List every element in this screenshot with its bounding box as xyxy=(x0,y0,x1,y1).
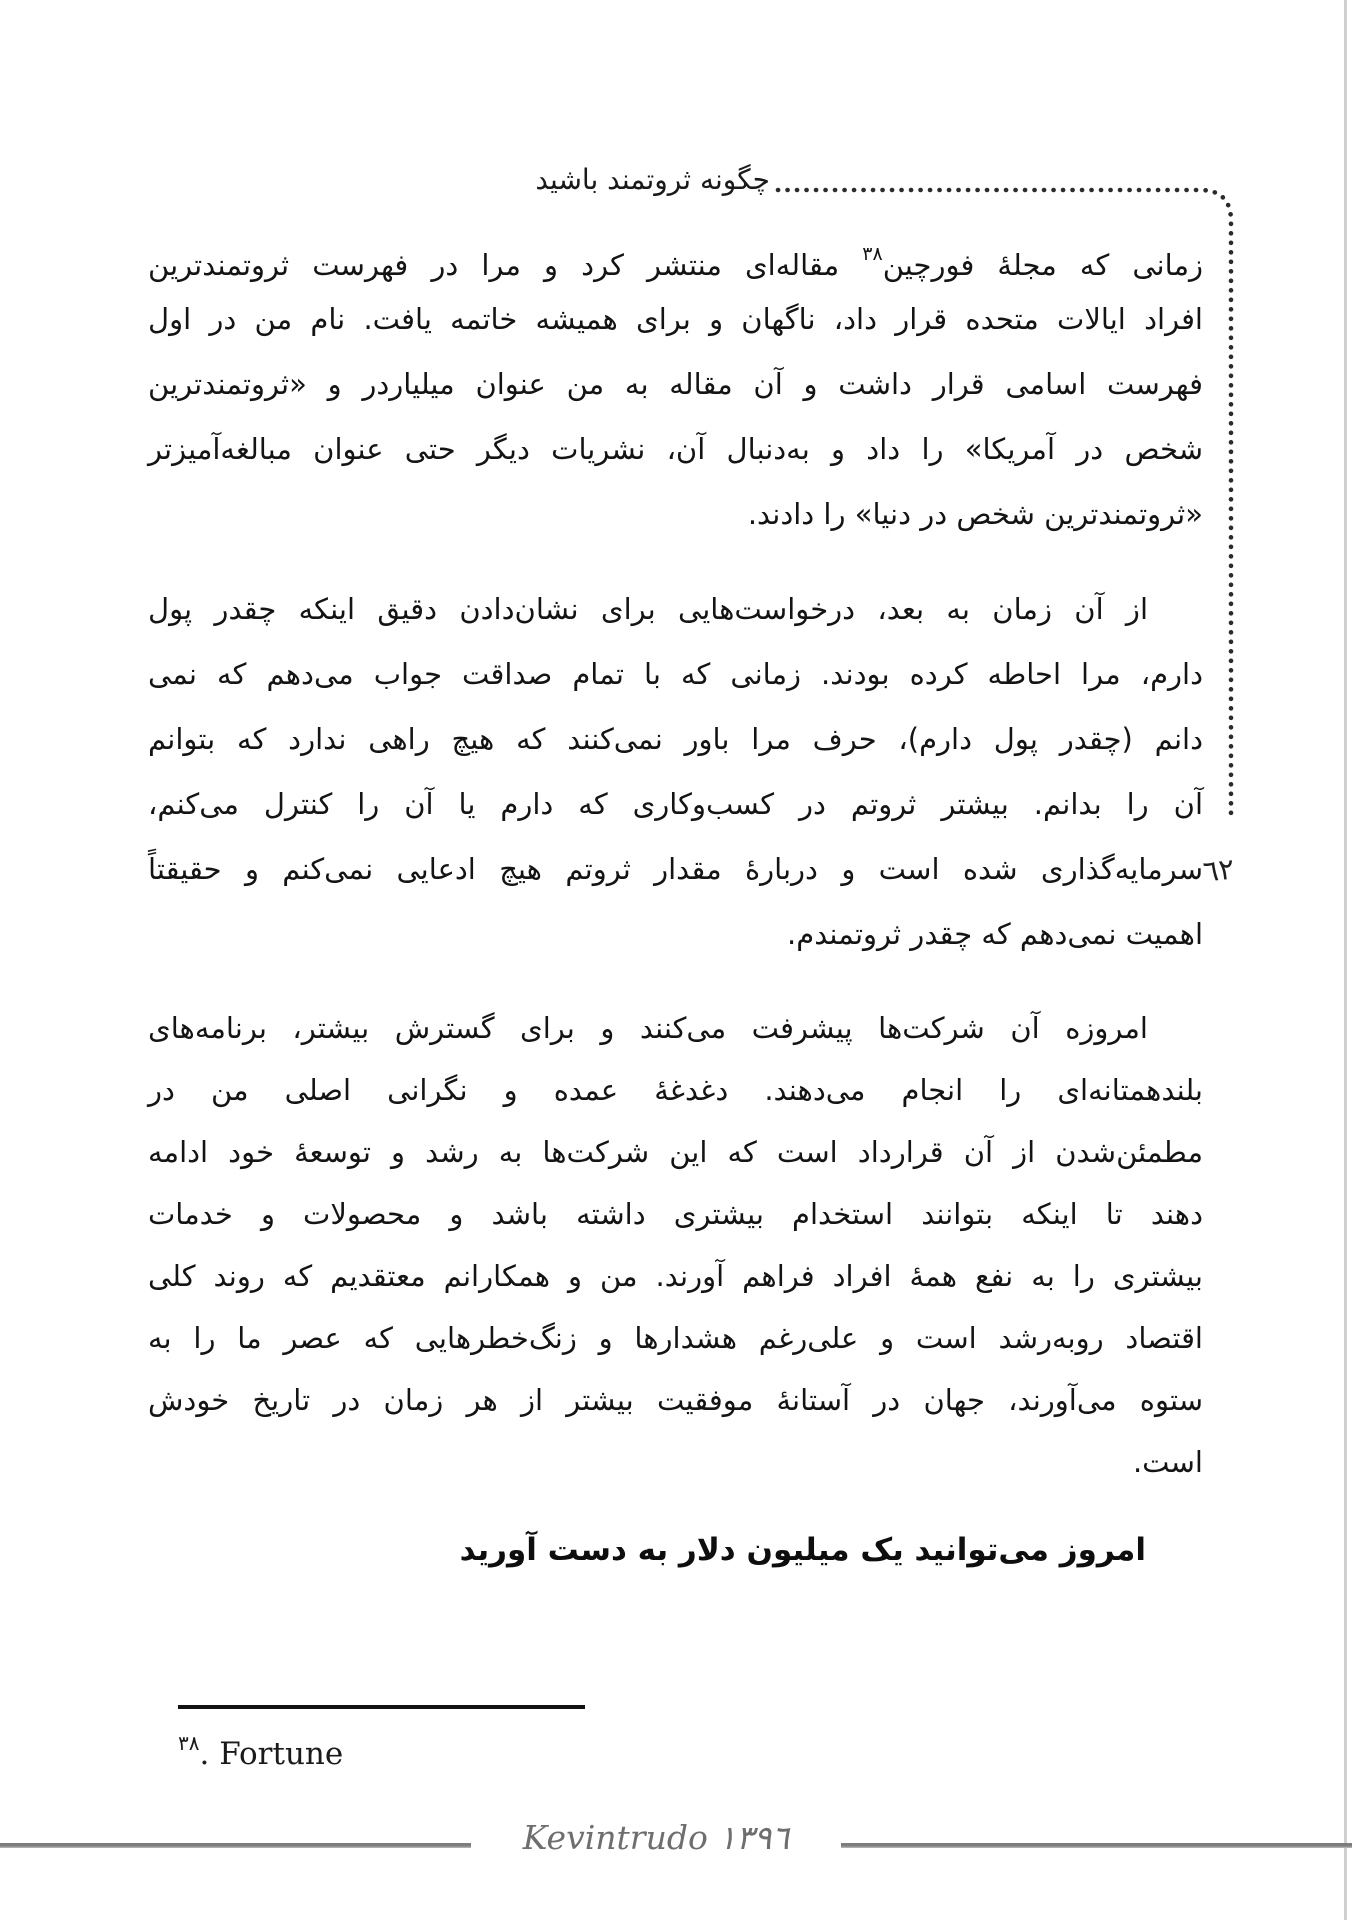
text-segment: آن را بدانم. بیشتر ثروتم در کسب‌وکاری که دارم یا آن را کنترل می‌کنم، xyxy=(148,787,1203,821)
text-line xyxy=(148,902,1203,967)
text-line xyxy=(148,222,1203,287)
page-number: ٦٢ xyxy=(1201,851,1236,889)
footnote-divider xyxy=(178,1705,585,1709)
text-segment: از آن زمان به بعد، درخواست‌هایی برای نشان‌دادن دقیق اینکه چقدر پول xyxy=(148,592,1148,626)
text-line xyxy=(148,1369,1203,1431)
text-line xyxy=(148,707,1203,772)
paragraph xyxy=(148,222,1203,547)
text-line xyxy=(148,642,1203,707)
footer-credit: Kevintrudo ١٣٩٦ xyxy=(522,1818,790,1857)
text-segment: اقتصاد روبه‌رشد است و علی‌رغم هشدارها و زنگ‌خطرهایی که عصر ما را به xyxy=(148,1321,1203,1355)
page-edge-line xyxy=(1344,0,1347,1920)
text-segment: بیشتری را به نفع همۀ افراد فراهم آورند. من و همکارانم معتقدیم که روند کلی xyxy=(148,1259,1203,1293)
footnote-marker: ٣٨ xyxy=(178,1731,200,1755)
text-line xyxy=(148,1431,1203,1493)
text-line xyxy=(148,1121,1203,1183)
running-header: چگونه ثروتمند باشید xyxy=(535,163,770,196)
text-segment: دارم، مرا احاطه کرده بودند. زمانی که با تمام صداقت جواب می‌دهم که نمی xyxy=(148,657,1203,691)
section-heading: امروز می‌توانید یک میلیون دلار به دست آورید xyxy=(459,1532,1146,1568)
text-segment: بلندهمتانه‌ای را انجام می‌دهند. دغدغۀ عمده و نگرانی اصلی من در xyxy=(148,1073,1203,1107)
page-footer xyxy=(0,1812,1352,1882)
text-line xyxy=(148,997,1203,1059)
text-segment: فهرست اسامی قرار داشت و آن مقاله به من عنوان میلیاردر و «ثروتمندترین xyxy=(148,367,1203,401)
text-segment: است. xyxy=(1132,1445,1203,1479)
text-line xyxy=(148,482,1203,547)
footer-rule-right xyxy=(841,1843,1352,1848)
text-segment: ستوه می‌آورند، جهان در آستانۀ موفقیت بیشتر از هر زمان در تاریخ خودش xyxy=(148,1383,1203,1417)
text-line xyxy=(148,837,1203,902)
paragraph xyxy=(148,577,1203,967)
text-segment: مطمئن‌شدن از آن قرارداد است که این شرکت‌ها به رشد و توسعۀ خود ادامه xyxy=(148,1135,1203,1169)
text-segment: افراد ایالات متحده قرار داد، ناگهان و برای همیشه خاتمه یافت. نام من در اول xyxy=(148,302,1203,336)
text-line xyxy=(148,577,1203,642)
text-segment: دانم (چقدر پول دارم)، حرف مرا باور نمی‌کنند که هیچ راهی ندارد که بتوانم xyxy=(148,722,1203,756)
text-line xyxy=(148,287,1203,352)
text-segment: شخص در آمریکا» را داد و به‌دنبال آن، نشریات دیگر حتی عنوان مبالغه‌آمیزتر xyxy=(148,432,1203,466)
text-line xyxy=(148,772,1203,837)
text-segment: امروزه آن شرکت‌ها پیشرفت می‌کنند و برای گسترش بیشتر، برنامه‌های xyxy=(148,1011,1148,1045)
text-segment: دهند تا اینکه بتوانند استخدام بیشتری داشته باشد و محصولات و خدمات xyxy=(148,1197,1203,1231)
body-text xyxy=(148,222,1203,1493)
text-line xyxy=(148,1059,1203,1121)
footnote xyxy=(178,1722,343,1775)
footer-rule-left xyxy=(0,1843,471,1848)
footnote-text: . Fortune xyxy=(199,1736,344,1772)
text-segment: مقاله‌ای منتشر کرد و مرا در فهرست ثروتمندترین xyxy=(148,248,863,282)
footnote-ref: ٣٨ xyxy=(862,243,883,265)
text-line xyxy=(148,1183,1203,1245)
text-segment: زمانی که مجلۀ فورچین xyxy=(882,248,1203,282)
text-segment: «ثروتمندترین شخص در دنیا» را دادند. xyxy=(747,497,1203,531)
paragraph xyxy=(148,997,1203,1493)
text-line xyxy=(148,352,1203,417)
text-segment: سرمایه‌گذاری شده است و دربارۀ مقدار ثروتم هیچ ادعایی نمی‌کنم و حقیقتاً xyxy=(148,852,1203,886)
text-line xyxy=(148,1245,1203,1307)
text-line xyxy=(148,417,1203,482)
text-segment: اهمیت نمی‌دهم که چقدر ثروتمندم. xyxy=(787,917,1203,951)
text-line xyxy=(148,1307,1203,1369)
